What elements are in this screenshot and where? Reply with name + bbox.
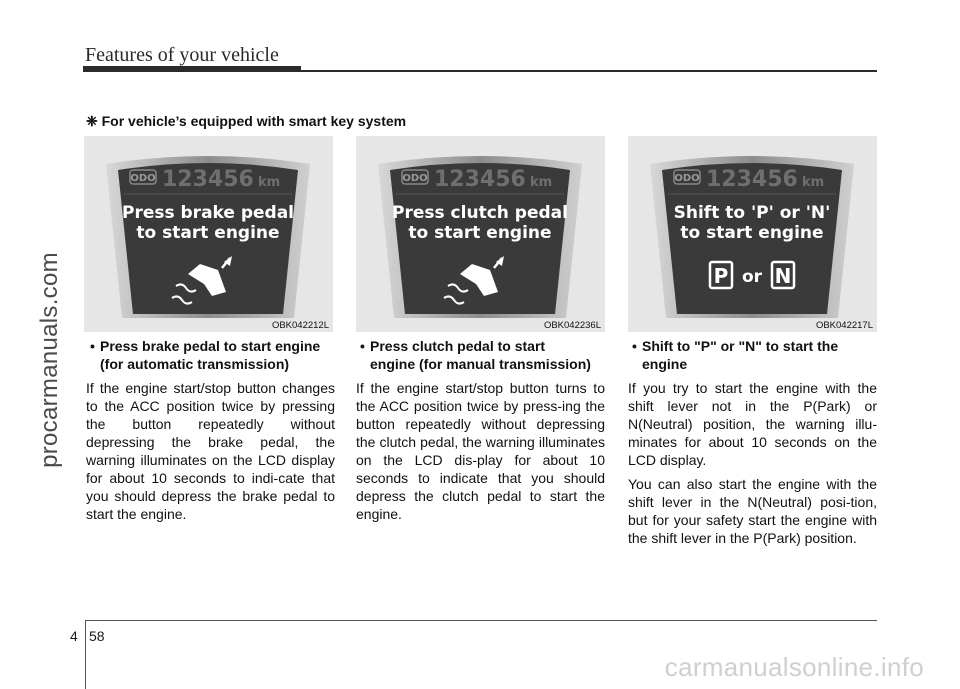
header-bar <box>83 66 301 72</box>
gear-n-label: N <box>774 264 792 288</box>
figure-shift-p-or-n <box>628 136 877 332</box>
paragraph: If you try to start the engine with the shift lever not in the P(Park) or N(Neutral) position, the warning illu-minates for about 10 seconds on the LCD display. <box>628 380 877 468</box>
odo-label: ODO <box>674 173 700 184</box>
lcd-message-line2: to start engine <box>408 223 552 243</box>
paragraph: You can also start the engine with the shift lever in the N(Neutral) posi-tion, but for your safety start the engine with the shift lever in the P(Park) position. <box>628 476 877 546</box>
text-column-3 <box>628 337 877 553</box>
footer-divider <box>85 620 86 689</box>
figure-brake-pedal <box>84 136 333 332</box>
header-rule <box>301 70 877 72</box>
odo-label: ODO <box>402 173 428 184</box>
bullet-heading: • Press brake pedal to start engine (for automatic transmission) <box>90 338 321 372</box>
odo-unit: km <box>530 175 553 190</box>
page-number: 58 <box>89 628 105 644</box>
bullet-heading: • Press clutch pedal to start engine (for manual transmission) <box>360 338 591 372</box>
odo-unit: km <box>802 175 825 190</box>
paragraph: If the engine start/stop button turns to the ACC position twice by press-ing the button repeatedly without depressing the clutch pedal, the warning illuminates on the LCD dis-play for about 10 seconds to indicate that you should depress the clutch pedal to start the engine. <box>356 380 605 522</box>
bottom-watermark: carmanualsonline.info <box>664 652 924 682</box>
lcd-illustration <box>84 136 333 332</box>
odo-value: 123456 <box>706 167 798 192</box>
text-column-2 <box>356 337 605 529</box>
odo-value: 123456 <box>434 167 526 192</box>
gear-or-label: or <box>741 267 763 287</box>
bullet-line2: engine (for manual transmission) <box>370 356 591 372</box>
footer-rule <box>85 620 877 621</box>
figure-code: OBK042212L <box>271 320 329 331</box>
bullet-line2: (for automatic transmission) <box>100 356 290 372</box>
text-column-1 <box>86 337 335 529</box>
side-watermark <box>0 0 63 689</box>
lcd-illustration <box>356 136 605 332</box>
figure-code: OBK042236L <box>543 320 601 331</box>
section-note: ❈ For vehicle’s equipped with smart key system <box>86 113 407 129</box>
odo-value: 123456 <box>162 167 254 192</box>
paragraph: If the engine start/stop button changes to the ACC position twice by pressing the button repeatedly without depressing the brake pedal, the warning illuminates on the LCD display for about 10 seconds to indi-cate that you should depress the brake pedal to start the engine. <box>86 380 335 522</box>
lcd-message-line2: to start engine <box>136 223 280 243</box>
bullet-line2: engine <box>642 356 688 372</box>
bullet-line1: Shift to "P" or "N" to start the <box>642 338 839 354</box>
header-title: Features of your vehicle <box>85 44 279 66</box>
lcd-illustration <box>628 136 877 332</box>
bullet-heading: • Shift to "P" or "N" to start the engine <box>632 338 839 372</box>
lcd-message-line2: to start engine <box>680 223 824 243</box>
lcd-message-line1: Press brake pedal <box>121 203 295 223</box>
bullet-line1: Press clutch pedal to start <box>370 338 546 354</box>
figure-code: OBK042217L <box>815 320 873 331</box>
lcd-message-line1: Press clutch pedal <box>392 203 568 223</box>
figure-clutch-pedal <box>356 136 605 332</box>
odo-label: ODO <box>130 173 156 184</box>
gear-p-label: P <box>713 264 729 288</box>
chapter-number: 4 <box>70 628 78 644</box>
lcd-message-line1: Shift to 'P' or 'N' <box>673 203 831 223</box>
odo-unit: km <box>258 175 281 190</box>
bullet-line1: Press brake pedal to start engine <box>100 338 321 354</box>
side-watermark-text: procarmanuals.com <box>36 252 63 468</box>
